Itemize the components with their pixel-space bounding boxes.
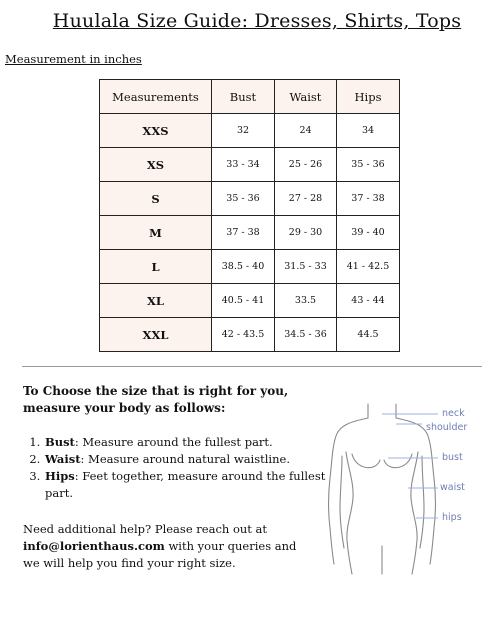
- help-text-after: with your queries and we will help you find your right size.: [23, 539, 297, 570]
- label-bust: bust: [442, 452, 463, 463]
- table-header-row: [100, 80, 400, 114]
- bust-cell: 37 - 38: [212, 216, 275, 250]
- step-text: : Measure around natural waistline.: [80, 452, 290, 466]
- step-text: : Feet together, measure around the fullest part.: [45, 469, 326, 500]
- header-bust: Bust: [212, 80, 275, 114]
- label-neck: neck: [442, 408, 465, 419]
- size-cell: L: [100, 250, 212, 284]
- table-row: [100, 182, 400, 216]
- list-item: [44, 468, 326, 502]
- size-cell: XXS: [100, 114, 212, 148]
- section-divider: [22, 366, 482, 367]
- size-cell: XS: [100, 148, 212, 182]
- header-hips: Hips: [337, 80, 400, 114]
- hips-cell: 37 - 38: [337, 182, 400, 216]
- label-shoulder: shoulder: [426, 422, 468, 433]
- size-cell: XL: [100, 284, 212, 318]
- size-cell: M: [100, 216, 212, 250]
- measurement-unit-note: Measurement in inches: [5, 52, 142, 66]
- label-hips: hips: [442, 512, 462, 523]
- bust-cell: 38.5 - 40: [212, 250, 275, 284]
- table-row: [100, 318, 400, 352]
- size-cell: S: [100, 182, 212, 216]
- waist-cell: 33.5: [275, 284, 337, 318]
- help-note: [23, 521, 313, 572]
- hips-cell: 35 - 36: [337, 148, 400, 182]
- help-email: info@lorienthaus.com: [23, 539, 165, 553]
- table-row: [100, 114, 400, 148]
- table-row: [100, 148, 400, 182]
- step-label: Waist: [45, 452, 81, 466]
- waist-cell: 29 - 30: [275, 216, 337, 250]
- waist-cell: 31.5 - 33: [275, 250, 337, 284]
- table-row: [100, 250, 400, 284]
- bust-cell: 32: [212, 114, 275, 148]
- measurement-steps-list: [22, 434, 326, 502]
- bust-cell: 42 - 43.5: [212, 318, 275, 352]
- list-item: [44, 434, 326, 451]
- instructions-intro: To Choose the size that is right for you, measure your body as follows:: [23, 384, 289, 415]
- waist-cell: 25 - 26: [275, 148, 337, 182]
- table-row: [100, 216, 400, 250]
- step-text: : Measure around the fullest part.: [74, 435, 273, 449]
- header-measurements: Measurements: [100, 80, 212, 114]
- waist-cell: 24: [275, 114, 337, 148]
- bust-cell: 33 - 34: [212, 148, 275, 182]
- bust-cell: 35 - 36: [212, 182, 275, 216]
- body-measurement-figure: [318, 396, 494, 576]
- step-label: Hips: [45, 469, 75, 483]
- hips-cell: 41 - 42.5: [337, 250, 400, 284]
- label-waist: waist: [440, 482, 465, 493]
- step-label: Bust: [45, 435, 75, 449]
- header-waist: Waist: [275, 80, 337, 114]
- body-outline: [329, 404, 436, 574]
- size-cell: XXL: [100, 318, 212, 352]
- list-item: [44, 451, 326, 468]
- size-chart-table: [99, 79, 400, 352]
- table-row: [100, 284, 400, 318]
- hips-cell: 39 - 40: [337, 216, 400, 250]
- waist-cell: 27 - 28: [275, 182, 337, 216]
- waist-cell: 34.5 - 36: [275, 318, 337, 352]
- page-title: Huulala Size Guide: Dresses, Shirts, Tops: [52, 10, 462, 32]
- hips-cell: 44.5: [337, 318, 400, 352]
- bust-cell: 40.5 - 41: [212, 284, 275, 318]
- hips-cell: 34: [337, 114, 400, 148]
- hips-cell: 43 - 44: [337, 284, 400, 318]
- help-text-before: Need additional help? Please reach out at: [23, 522, 268, 536]
